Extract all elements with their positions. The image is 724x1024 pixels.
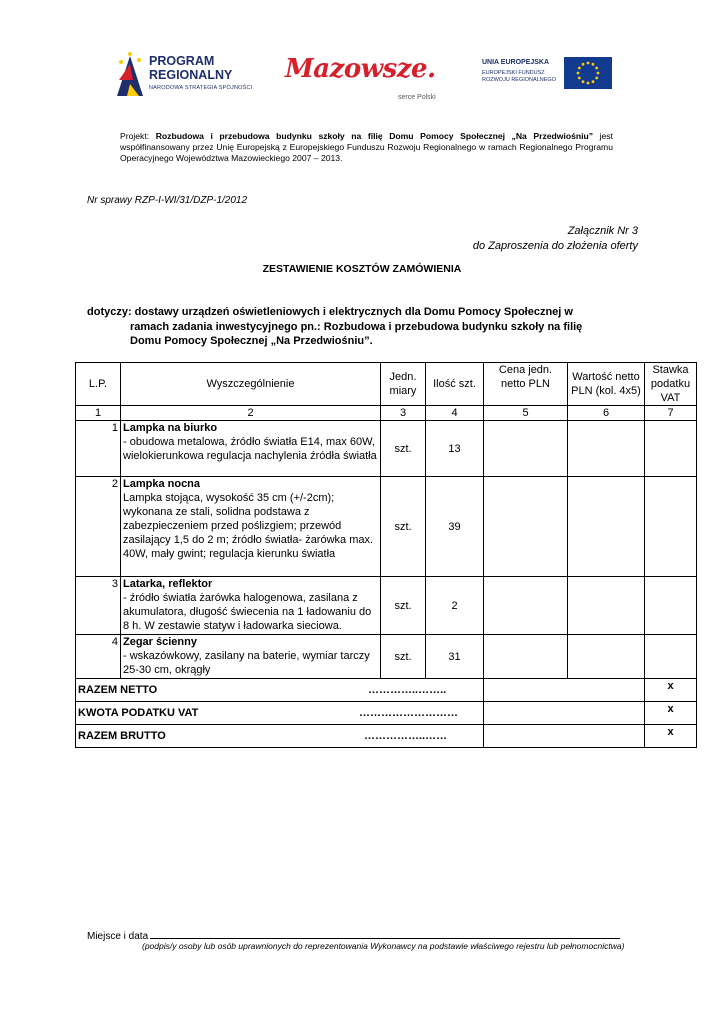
row-price-cell[interactable] bbox=[484, 635, 568, 679]
row-value-cell[interactable] bbox=[568, 421, 645, 477]
row-unit: szt. bbox=[381, 477, 426, 577]
col-number: 1 bbox=[76, 406, 121, 421]
table-row bbox=[76, 421, 697, 477]
row-value-cell[interactable] bbox=[568, 477, 645, 577]
row-desc: Lampka nocna Lampka stojąca, wysokość 35 cm (+/-2cm); wykonana ze stali, solidna podstawa z zabezpieczeniem przed poślizgiem; przewód zasilający 1,5 do 2 m; źródło światła- żarówka max. 40W, mały gwint; regulacja kierunku światła bbox=[121, 477, 381, 577]
row-unit: szt. bbox=[381, 635, 426, 679]
program-regionalny-logo bbox=[113, 50, 273, 102]
row-price-cell[interactable] bbox=[484, 421, 568, 477]
table-header-row bbox=[76, 363, 697, 406]
summary-mark: x bbox=[645, 725, 697, 748]
page-title: ZESTAWIENIE KOSZTÓW ZAMÓWIENIA bbox=[262, 263, 462, 275]
header-logos bbox=[113, 44, 643, 106]
mazowsze-logo bbox=[285, 54, 455, 104]
summary-label: RAZEM NETTO …………..…….. bbox=[76, 679, 484, 702]
row-vat-cell[interactable] bbox=[645, 635, 697, 679]
summary-value-cell[interactable] bbox=[484, 679, 645, 702]
row-value-cell[interactable] bbox=[568, 635, 645, 679]
col-number: 7 bbox=[645, 406, 697, 421]
summary-value-cell[interactable] bbox=[484, 725, 645, 748]
row-qty: 13 bbox=[426, 421, 484, 477]
table-row bbox=[76, 577, 697, 635]
summary-row-brutto bbox=[76, 725, 697, 748]
summary-row-vat bbox=[76, 702, 697, 725]
signature-label: Miejsce i data bbox=[87, 931, 149, 942]
col-number: 3 bbox=[381, 406, 426, 421]
summary-label: KWOTA PODATKU VAT ……………………… bbox=[76, 702, 484, 725]
row-vat-cell[interactable] bbox=[645, 577, 697, 635]
row-desc: Zegar ścienny - wskazówkowy, zasilany na baterie, wymiar tarczy 25-30 cm, okrągły bbox=[121, 635, 381, 679]
row-unit: szt. bbox=[381, 421, 426, 477]
row-qty: 39 bbox=[426, 477, 484, 577]
summary-value-cell[interactable] bbox=[484, 702, 645, 725]
col-number: 6 bbox=[568, 406, 645, 421]
table-row bbox=[76, 635, 697, 679]
eu-fund: EUROPEJSKI FUNDUSZ ROZWOJU REGIONALNEGO bbox=[482, 70, 556, 83]
subject-text: dotyczy: dostawy urządzeń oświetleniowych i elektrycznych dla Domu Pomocy Społecznej w ramach zadania inwestycyjnego pn.: Rozbudowa i przebudowa budynku szkoły na filię Domu Pomocy Społecznej „Na Przedwiośniu”. bbox=[87, 306, 583, 347]
header-vat: Stawka podatku VAT bbox=[645, 363, 697, 406]
header-unit: Jedn. miary bbox=[381, 363, 426, 406]
case-number: Nr sprawy RZP-I-WI/31/DZP-1/2012 bbox=[87, 195, 248, 206]
mazowsze-tagline: serce Polski bbox=[398, 94, 436, 101]
header-lp: L.P. bbox=[76, 363, 121, 406]
col-number: 4 bbox=[426, 406, 484, 421]
row-value-cell[interactable] bbox=[568, 577, 645, 635]
eu-logo bbox=[482, 57, 622, 97]
header-price: Cena jedn. netto PLN bbox=[484, 363, 568, 406]
row-unit: szt. bbox=[381, 577, 426, 635]
row-desc: Lampka na biurko - obudowa metalowa, źródło światła E14, max 60W, wielokierunkowa regulacja nachylenia źródła światła bbox=[121, 421, 381, 477]
row-price-cell[interactable] bbox=[484, 577, 568, 635]
col-number: 2 bbox=[121, 406, 381, 421]
mazowsze-wordmark: Mazowsze. bbox=[285, 54, 436, 84]
table-row bbox=[76, 477, 697, 577]
cost-table bbox=[75, 362, 697, 748]
row-vat-cell[interactable] bbox=[645, 477, 697, 577]
row-desc: Latarka, reflektor - źródło światła żarówka halogenowa, zasilana z akumulatora, długość świecenia na 1 ładowaniu do 8 h. W zestawie statyw i ładowarka sieciowa. bbox=[121, 577, 381, 635]
signature-note: (podpis/y osoby lub osób uprawnionych do reprezentowania Wykonawcy na podstawie właściwego rejestru lub pełnomocnictwa) bbox=[142, 941, 625, 951]
program-emblem-icon bbox=[113, 50, 147, 100]
eu-flag-icon bbox=[564, 57, 612, 89]
summary-row-netto bbox=[76, 679, 697, 702]
summary-mark: x bbox=[645, 702, 697, 725]
row-lp: 1 bbox=[76, 421, 121, 477]
row-vat-cell[interactable] bbox=[645, 421, 697, 477]
column-numbers-row bbox=[76, 406, 697, 421]
row-lp: 3 bbox=[76, 577, 121, 635]
header-desc: Wyszczególnienie bbox=[121, 363, 381, 406]
row-qty: 2 bbox=[426, 577, 484, 635]
program-title: PROGRAM REGIONALNY bbox=[149, 54, 233, 82]
row-lp: 2 bbox=[76, 477, 121, 577]
row-price-cell[interactable] bbox=[484, 477, 568, 577]
project-info: Projekt: Rozbudowa i przebudowa budynku szkoły na filię Domu Pomocy Społecznej „Na Przedwiośniu” jest współfinansowany przez Unię Europejską z Europejskiego Funduszu Rozwoju Regionalnego w ramach Regionalnego Programu Operacyjnego Województwa Mazowieckiego 2007 – 2013. bbox=[120, 131, 613, 163]
header-qty: Ilość szt. bbox=[426, 363, 484, 406]
program-subtitle: NARODOWA STRATEGIA SPÓJNOŚCI bbox=[149, 85, 253, 91]
row-qty: 31 bbox=[426, 635, 484, 679]
attachment-label: Załącznik Nr 3 do Zaproszenia do złożenia oferty bbox=[472, 225, 638, 252]
row-lp: 4 bbox=[76, 635, 121, 679]
project-title: Rozbudowa i przebudowa budynku szkoły na filię Domu Pomocy Społecznej „Na Przedwiośniu” bbox=[155, 131, 594, 141]
summary-mark: x bbox=[645, 679, 697, 702]
summary-label: RAZEM BRUTTO ……………..…… bbox=[76, 725, 484, 748]
col-number: 5 bbox=[484, 406, 568, 421]
signature-line bbox=[87, 928, 620, 942]
eu-title: UNIA EUROPEJSKA bbox=[482, 59, 550, 66]
header-value: Wartość netto PLN (kol. 4x5) bbox=[568, 363, 645, 406]
signature-field[interactable] bbox=[150, 928, 620, 939]
